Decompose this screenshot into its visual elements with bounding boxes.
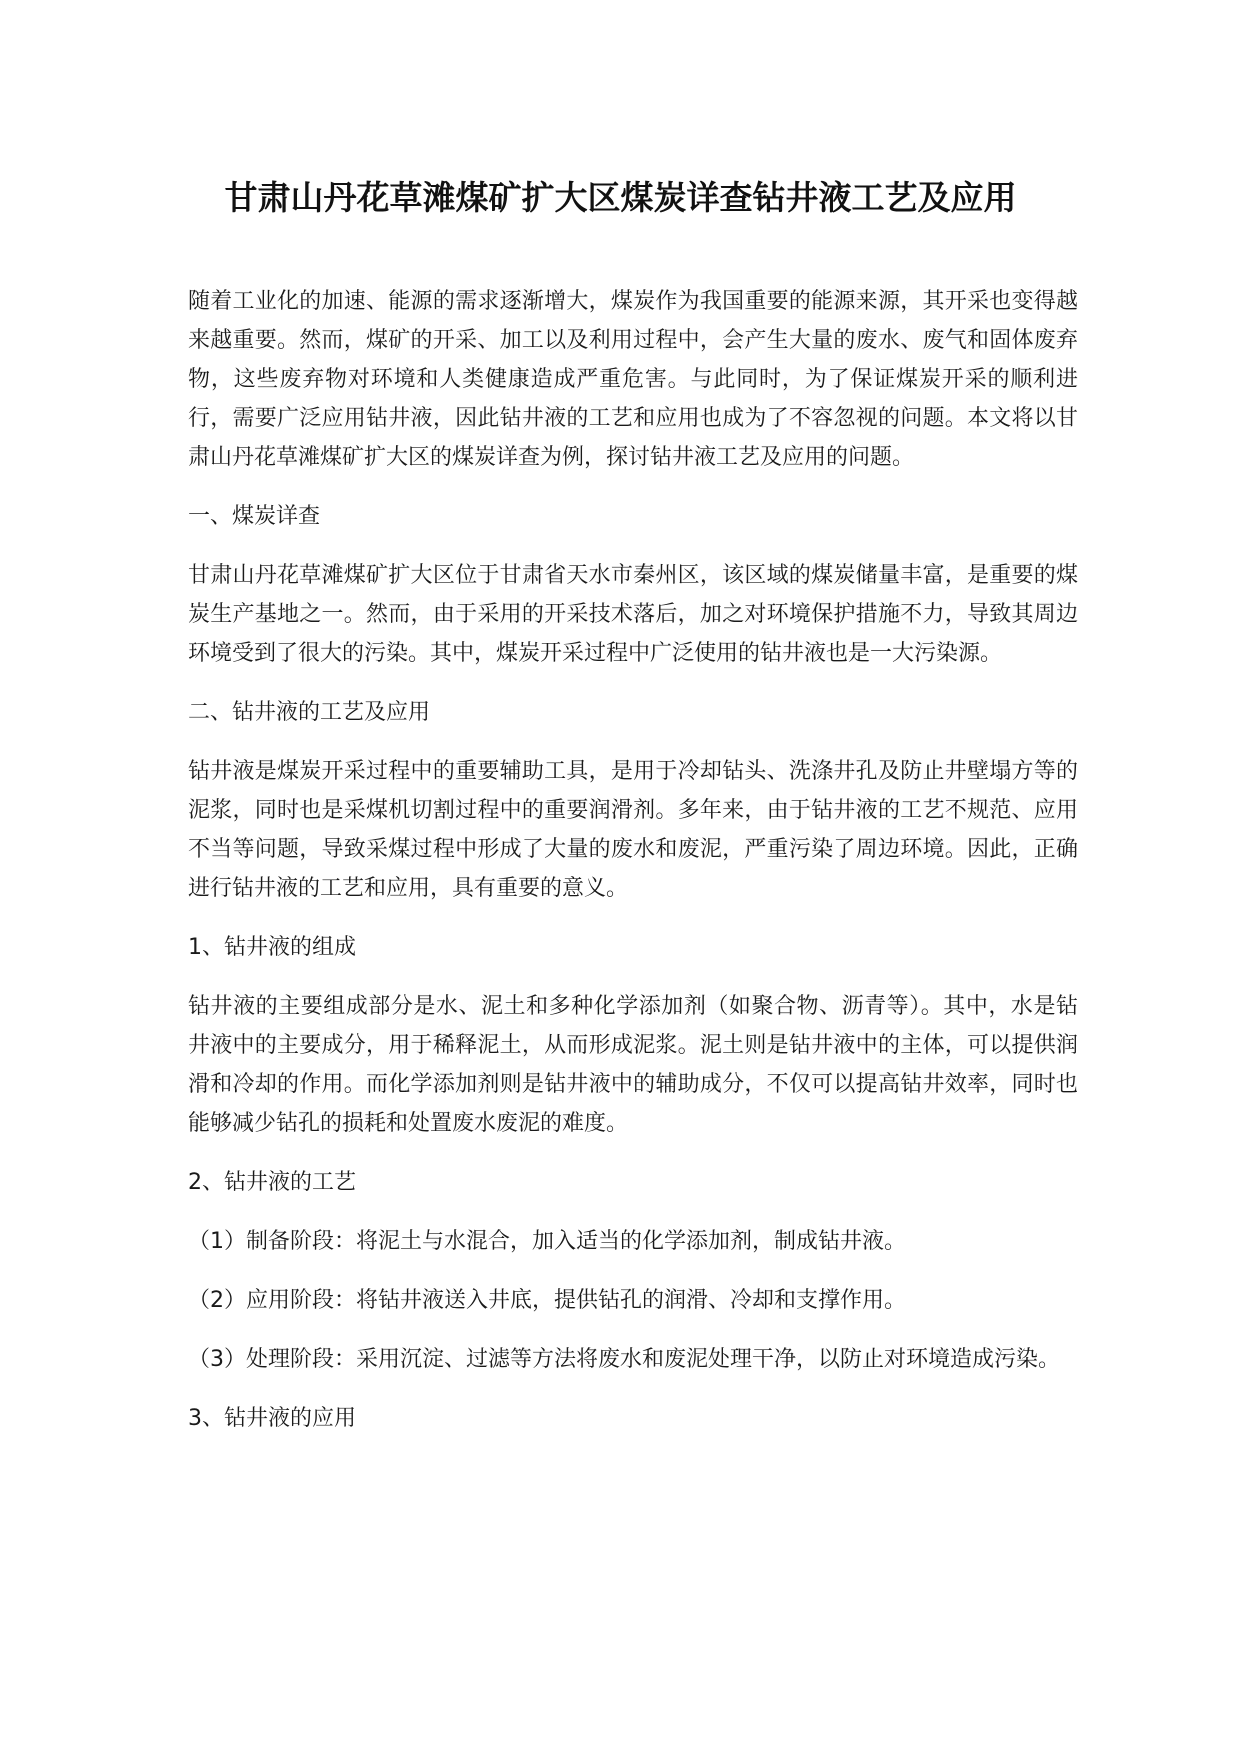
composition-paragraph: 钻井液的主要组成部分是水、泥土和多种化学添加剂（如聚合物、沥青等）。其中，水是钻井液中的主要成分，用于稀释泥土，从而形成泥浆。泥土则是钻井液中的主体，可以提供润滑和冷却的作用。而化学添加剂则是钻井液中的辅助成分，不仅可以提高钻井效率，同时也能够减少钻孔的损耗和处置废水废泥的难度。 xyxy=(188,994,1078,1136)
subheading-process: 2、钻井液的工艺 xyxy=(188,1170,356,1195)
process-step-preparation: （1）制备阶段：将泥土与水混合，加入适当的化学添加剂，制成钻井液。 xyxy=(188,1229,906,1254)
subheading-composition: 1、钻井液的组成 xyxy=(188,935,356,960)
section-heading-drilling-fluid: 二、钻井液的工艺及应用 xyxy=(188,700,431,725)
intro-paragraph: 随着工业化的加速、能源的需求逐渐增大，煤炭作为我国重要的能源来源，其开采也变得越来越重要。然而，煤矿的开采、加工以及利用过程中，会产生大量的废水、废气和固体废弃物，这些废弃物对环境和人类健康造成严重危害。与此同时，为了保证煤炭开采的顺利进行，需要广泛应用钻井液，因此钻井液的工艺和应用也成为了不容忽视的问题。本文将以甘肃山丹花草滩煤矿扩大区的煤炭详查为例，探讨钻井液工艺及应用的问题。 xyxy=(188,289,1078,470)
subheading-application: 3、钻井液的应用 xyxy=(188,1406,356,1431)
document-body xyxy=(188,282,1078,1458)
process-step-application: （2）应用阶段：将钻井液送入井底，提供钻孔的润滑、冷却和支撑作用。 xyxy=(188,1288,906,1313)
coal-survey-paragraph: 甘肃山丹花草滩煤矿扩大区位于甘肃省天水市秦州区，该区域的煤炭储量丰富，是重要的煤炭生产基地之一。然而，由于采用的开采技术落后，加之对环境保护措施不力，导致其周边环境受到了很大的污染。其中，煤炭开采过程中广泛使用的钻井液也是一大污染源。 xyxy=(188,563,1078,666)
document-title: 甘肃山丹花草滩煤矿扩大区煤炭详查钻井液工艺及应用 xyxy=(224,178,1017,217)
drilling-fluid-paragraph: 钻井液是煤炭开采过程中的重要辅助工具，是用于冷却钻头、洗涤井孔及防止井壁塌方等的泥浆，同时也是采煤机切割过程中的重要润滑剂。多年来，由于钻井液的工艺不规范、应用不当等问题，导致采煤过程中形成了大量的废水和废泥，严重污染了周边环境。因此，正确进行钻井液的工艺和应用，具有重要的意义。 xyxy=(188,759,1078,901)
process-step-treatment: （3）处理阶段：采用沉淀、过滤等方法将废水和废泥处理干净，以防止对环境造成污染。 xyxy=(188,1347,1061,1372)
section-heading-coal-survey: 一、煤炭详查 xyxy=(188,504,321,529)
